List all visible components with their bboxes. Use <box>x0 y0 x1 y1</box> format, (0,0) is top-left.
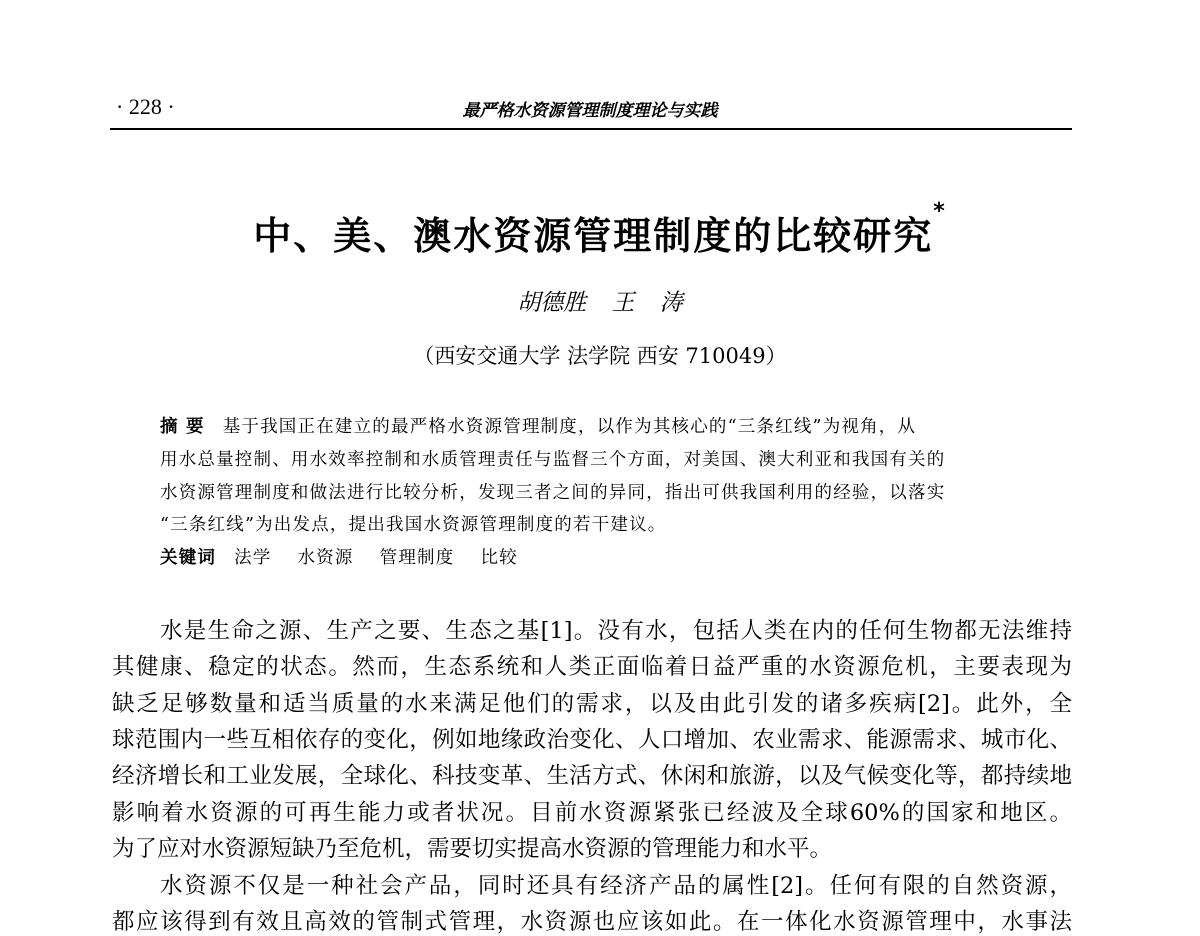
abstract-line <box>160 413 1040 438</box>
body-line: 缺乏足够数量和适当质量的水来满足他们的需求，以及由此引发的诸多疾病[2]。此外，全 <box>112 691 1072 717</box>
body-line: 水是生命之源、生产之要、生态之基[1]。没有水，包括人类在内的任何生物都无法维持 <box>160 618 1072 644</box>
header-rule <box>110 128 1072 130</box>
title-text: 中、美、澳水资源管理制度的比较研究 <box>253 214 934 258</box>
abstract-text: 基于我国正在建立的最严格水资源管理制度，以作为其核心的“三条红线”为视角，从 <box>222 417 917 437</box>
keywords <box>160 544 1040 569</box>
body-line: 影响着水资源的可再生能力或者状况。目前水资源紧张已经波及全球60%的国家和地区。 <box>112 800 1072 826</box>
body-line: 都应该得到有效且高效的管制式管理，水资源也应该如此。在一体化水资源管理中，水事法 <box>112 909 1072 935</box>
body-line: 球范围内一些互相依存的变化，例如地缘政治变化、人口增加、农业需求、能源需求、城市化、 <box>112 727 1072 753</box>
keyword: 水资源 <box>297 548 354 568</box>
abstract-line: 用水总量控制、用水效率控制和水质管理责任与监督三个方面，对美国、澳大利亚和我国有关的 <box>160 450 946 470</box>
body-line: 经济增长和工业发展，全球化、科技变革、生活方式、休闲和旅游，以及气候变化等，都持续地 <box>112 763 1072 789</box>
article-title <box>0 199 1200 260</box>
abstract-line: 水资源管理制度和做法进行比较分析，发现三者之间的异同，指出可供我国利用的经验，以落实 <box>160 483 946 503</box>
body-line: 水资源不仅是一种社会产品，同时还具有经济产品的属性[2]。任何有限的自然资源， <box>160 873 1072 899</box>
abstract-label: 摘 要 <box>160 417 205 437</box>
running-title: 最严格水资源管理制度理论与实践 <box>462 101 718 121</box>
body-line: 为了应对水资源短缺乃至危机，需要切实提高水资源的管理能力和水平。 <box>112 836 833 862</box>
title-footnote-mark: * <box>933 199 947 224</box>
affiliation: （西安交通大学 法学院 西安 710049） <box>413 344 787 368</box>
keywords-label: 关键词 <box>160 548 217 568</box>
keyword: 比较 <box>480 548 518 568</box>
page-header <box>110 94 1070 124</box>
page-number: · 228 · <box>116 94 175 119</box>
keyword: 法学 <box>234 548 272 568</box>
body-line: 其健康、稳定的状态。然而，生态系统和人类正面临着日益严重的水资源危机，主要表现为 <box>112 654 1072 680</box>
abstract-line: “三条红线”为出发点，提出我国水资源管理制度的若干建议。 <box>160 515 667 535</box>
keyword: 管理制度 <box>379 548 455 568</box>
authors: 胡德胜 王 涛 <box>517 290 683 316</box>
